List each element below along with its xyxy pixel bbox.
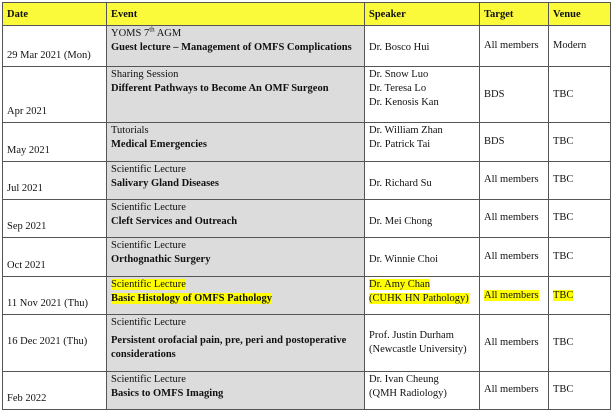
header-date: Date [3,3,107,26]
speaker-name: Dr. Winnie Choi [369,254,439,266]
venue-cell: TBC [549,123,611,161]
speaker-cell [365,277,480,315]
venue-cell: TBC [549,315,611,371]
event-title: Guest lecture – Management of OMFS Complications [111,42,352,53]
event-type: Tutorials [111,125,149,137]
table-row [3,277,611,315]
venue-cell [549,277,611,315]
target-highlight: All members [484,289,539,301]
speaker-cell [365,161,480,199]
date-cell: 29 Mar 2021 (Mon) [3,26,107,67]
ordinal-suffix: th [149,25,155,34]
event-cell [107,238,365,277]
schedule-table [2,2,611,410]
venue-cell: TBC [549,161,611,199]
speaker-affiliation: (QMH Radiology) [369,387,447,399]
speaker-cell [365,123,480,161]
target-cell [480,277,549,315]
venue-cell: TBC [549,371,611,409]
speaker-cell [365,315,480,371]
event-type: Sharing Session [111,69,179,81]
table-row [3,123,611,161]
speaker-name: Dr. Kenosis Kan [369,97,439,109]
date-cell: 16 Dec 2021 (Thu) [3,315,107,371]
event-title: Different Pathways to Become An OMF Surgeon [111,83,329,95]
event-type: Scientific Lecture [111,279,186,291]
event-title: Medical Emergencies [111,139,207,151]
target-cell: All members [480,315,549,371]
speaker-name: Dr. Amy Chan [369,279,430,291]
event-cell [107,315,365,371]
venue-cell: TBC [549,67,611,123]
table-row [3,67,611,123]
table-row [3,26,611,67]
target-cell: All members [480,238,549,277]
target-cell: All members [480,26,549,67]
table-row [3,238,611,277]
event-title: Basics to OMFS Imaging [111,387,224,399]
target-cell: BDS [480,67,549,123]
speaker-name: Dr. Patrick Tai [369,139,431,151]
speaker-name: Dr. William Zhan [369,125,443,137]
date-cell: Sep 2021 [3,199,107,237]
event-cell [107,199,365,237]
table-row [3,371,611,409]
speaker-affiliation: (Newcastle University) [369,344,467,356]
event-cell [107,67,365,123]
event-title: Salivary Gland Diseases [111,177,219,189]
event-title: Basic Histology of OMFS Pathology [111,293,272,305]
date-cell: Apr 2021 [3,67,107,123]
event-cell [107,277,365,315]
event-cell [107,26,365,67]
speaker-name: Dr. Mei Chong [369,215,433,227]
date-cell: 11 Nov 2021 (Thu) [3,277,107,315]
venue-highlight: TBC [553,289,574,301]
target-cell: All members [480,371,549,409]
speaker-cell [365,26,480,67]
speaker-name: Dr. Bosco Hui [369,42,430,53]
speaker-name: Dr. Snow Luo [369,69,429,81]
speaker-name: Dr. Teresa Lo [369,83,427,95]
event-type: YOMS 7th AGM [111,25,182,39]
event-title: Persistent orofacial pain, pre, peri and postoperative considerations [111,335,347,361]
date-cell: Oct 2021 [3,238,107,277]
date-cell: Feb 2022 [3,371,107,409]
event-cell [107,123,365,161]
event-type: Scientific Lecture [111,317,186,329]
event-cell [107,371,365,409]
target-cell: All members [480,199,549,237]
speaker-cell [365,67,480,123]
header-row [3,3,611,26]
target-cell: BDS [480,123,549,161]
event-type: Scientific Lecture [111,201,186,213]
venue-cell: Modern [549,26,611,67]
speaker-cell [365,238,480,277]
event-type: Scientific Lecture [111,163,186,175]
event-type: Scientific Lecture [111,240,186,252]
event-type: Scientific Lecture [111,373,186,385]
speaker-cell [365,371,480,409]
target-cell: All members [480,161,549,199]
event-cell [107,161,365,199]
table-row [3,199,611,237]
table-row [3,161,611,199]
speaker-name: Dr. Ivan Cheung [369,373,439,385]
speaker-affiliation: (CUHK HN Pathology) [369,293,469,305]
event-title: Orthognathic Surgery [111,254,211,266]
header-speaker: Speaker [365,3,480,26]
header-target: Target [480,3,549,26]
table-row [3,315,611,371]
date-cell: May 2021 [3,123,107,161]
header-venue: Venue [549,3,611,26]
header-event: Event [107,3,365,26]
speaker-cell [365,199,480,237]
venue-cell: TBC [549,238,611,277]
event-title: Cleft Services and Outreach [111,215,238,227]
speaker-name: Dr. Richard Su [369,177,432,189]
speaker-name: Prof. Justin Durham [369,330,454,342]
venue-cell: TBC [549,199,611,237]
date-cell: Jul 2021 [3,161,107,199]
